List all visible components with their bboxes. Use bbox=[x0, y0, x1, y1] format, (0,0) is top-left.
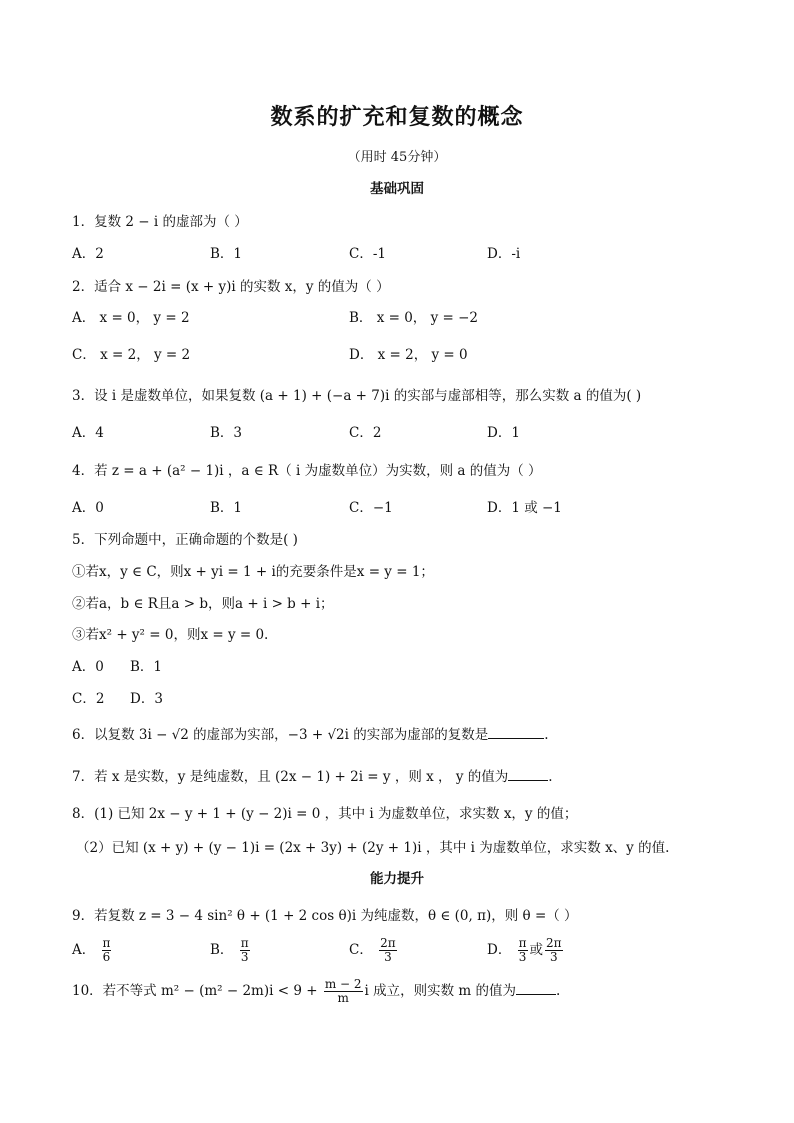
question-6: 6．以复数 3i − √2 的虚部为实部，−3 + √2i 的实部为虚部的复数是 . bbox=[72, 727, 549, 743]
time-limit: （用时 45分钟） bbox=[347, 150, 447, 165]
q5-option-a: A．0 bbox=[72, 659, 104, 675]
q5-statement-2: ②若a，b ∈ R且a > b，则a + i > b + i； bbox=[72, 596, 334, 612]
question-5: 5．下列命题中，正确命题的个数是( ) bbox=[72, 532, 298, 548]
q9-option-d-label: D． bbox=[487, 942, 512, 958]
q3-option-d: D．1 bbox=[487, 425, 520, 441]
q10-text-after: i 成立，则实数 m 的值为 bbox=[364, 983, 517, 999]
q9-option-a-label: A． bbox=[72, 942, 96, 958]
q10-answer-blank[interactable] bbox=[516, 982, 556, 995]
question-1: 1．复数 2 − i 的虚部为（ ） bbox=[72, 214, 248, 230]
section-advanced-heading: 能力提升 bbox=[370, 871, 424, 887]
page-title: 数系的扩充和复数的概念 bbox=[270, 104, 524, 130]
q9-option-b bbox=[210, 937, 252, 964]
fraction-numerator: π bbox=[240, 936, 249, 950]
question-4: 4．若 z = a + (a² − 1)i ，a ∈ R（ i 为虚数单位）为实数，则 a 的值为（ ） bbox=[72, 463, 542, 479]
q9-option-d-fraction-2 bbox=[545, 937, 563, 964]
q9-option-c-label: C． bbox=[349, 942, 373, 958]
q9-option-c bbox=[349, 937, 399, 964]
section-basic-heading: 基础巩固 bbox=[370, 181, 424, 197]
fraction-numerator: 2π bbox=[546, 936, 562, 950]
q7-text: 7．若 x 是实数，y 是纯虚数，且 (2x − 1) + 2i = y ，则 x ， y 的值为 bbox=[72, 769, 509, 785]
q7-answer-blank[interactable] bbox=[508, 768, 548, 781]
question-7: 7．若 x 是实数，y 是纯虚数，且 (2x − 1) + 2i = y ，则 x ， y 的值为 . bbox=[72, 769, 553, 785]
q1-option-b: B．1 bbox=[210, 246, 243, 262]
q5-statement-1: ①若x，y ∈ C，则x + yi = 1 + i的充要条件是x = y = 1； bbox=[72, 564, 434, 580]
fraction-numerator: 2π bbox=[380, 936, 396, 950]
fraction-numerator: m − 2 bbox=[324, 977, 362, 991]
q3-option-a: A．4 bbox=[72, 425, 104, 441]
q9-option-c-fraction bbox=[379, 937, 397, 964]
q5-statement-3: ③若x² + y² = 0，则x = y = 0. bbox=[72, 627, 269, 643]
q9-option-d bbox=[487, 937, 565, 964]
q6-text: 6．以复数 3i − √2 的虚部为实部，−3 + √2i 的实部为虚部的复数是 bbox=[72, 727, 489, 743]
q3-option-c: C．2 bbox=[349, 425, 382, 441]
q5-option-b: B．1 bbox=[130, 659, 163, 675]
q9-option-d-fraction-1 bbox=[518, 937, 528, 964]
fraction-denominator: 3 bbox=[518, 950, 527, 964]
q9-option-a-fraction bbox=[102, 937, 112, 964]
question-10: 10．若不等式 m² − (m² − 2m)i < 9 + $\frac{m - 2}{m}$ i 成立，则实数 m 的值为 . bbox=[72, 977, 561, 1005]
fraction-numerator: π bbox=[102, 936, 111, 950]
fraction-denominator: 3 bbox=[240, 950, 249, 964]
question-2: 2．适合 x − 2i = (x + y)i 的实数 x，y 的值为（ ） bbox=[72, 279, 390, 295]
fraction-denominator: 3 bbox=[549, 950, 558, 964]
q4-option-b: B．1 bbox=[210, 500, 243, 516]
fraction-denominator: 3 bbox=[384, 950, 392, 964]
fraction-numerator: π bbox=[518, 936, 527, 950]
fraction-denominator: 6 bbox=[102, 950, 111, 964]
q9-option-b-label: B． bbox=[210, 942, 234, 958]
q10-text-before: 10．若不等式 m² − (m² − 2m)i < 9 + bbox=[72, 983, 318, 999]
question-9: 9．若复数 z = 3 − 4 sin² θ + (1 + 2 cos θ)i 为纯虚数，θ ∈ (0, π)，则 θ =（ ） bbox=[72, 908, 578, 924]
q1-option-a: A．2 bbox=[72, 246, 104, 262]
q9-option-a bbox=[72, 937, 113, 964]
q4-option-a: A．0 bbox=[72, 500, 104, 516]
q4-option-c: C．−1 bbox=[349, 500, 393, 516]
q2-option-c: C． x = 2， y = 2 bbox=[72, 347, 191, 363]
question-8-part-1: 8．(1) 已知 2x − y + 1 + (y − 2)i = 0 ，其中 i 为虚数单位，求实数 x，y 的值； bbox=[72, 806, 578, 822]
q10-fraction bbox=[324, 978, 363, 1005]
question-3: 3．设 i 是虚数单位，如果复数 (a + 1) + (−a + 7)i 的实部与虚部相等，那么实数 a 的值为( ) bbox=[72, 388, 642, 404]
q1-option-c: C．-1 bbox=[349, 246, 386, 262]
q2-option-a: A． x = 0， y = 2 bbox=[72, 310, 190, 326]
q6-answer-blank[interactable] bbox=[488, 726, 544, 739]
q5-option-d: D．3 bbox=[130, 691, 163, 707]
q9-option-b-fraction bbox=[240, 937, 250, 964]
q9-option-d-join: 或 bbox=[529, 942, 544, 958]
fraction-denominator: m bbox=[337, 991, 349, 1005]
q2-option-b: B． x = 0， y = −2 bbox=[349, 310, 479, 326]
q4-option-d: D．1 或 −1 bbox=[487, 500, 562, 516]
q1-option-d: D．-i bbox=[487, 246, 521, 262]
q2-option-d: D． x = 2， y = 0 bbox=[349, 347, 468, 363]
question-8-part-2: （2）已知 (x + y) + (y − 1)i = (2x + 3y) + (2y + 1)i ，其中 i 为虚数单位，求实数 x、y 的值. bbox=[76, 840, 670, 856]
q3-option-b: B．3 bbox=[210, 425, 243, 441]
q5-option-c: C．2 bbox=[72, 691, 105, 707]
